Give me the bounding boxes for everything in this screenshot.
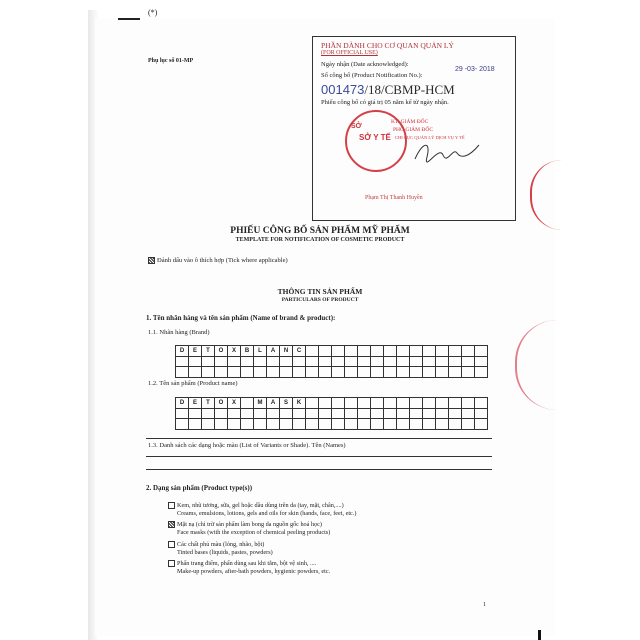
grid-cell (358, 398, 371, 409)
grid-cell: E (189, 346, 202, 357)
grid-cell: K (293, 398, 306, 409)
grid-cell (306, 419, 319, 430)
grid-cell (475, 398, 488, 409)
section-1-heading: 1. Tên nhãn hàng và tên sản phẩm (Name of brand & product): (146, 314, 336, 322)
brand-grid (175, 345, 488, 378)
option-checkbox[interactable] (168, 541, 175, 548)
grid-cell (397, 357, 410, 368)
grid-cell (254, 409, 267, 420)
signature-icon (413, 137, 483, 167)
grid-cell: T (202, 398, 215, 409)
grid-cell (358, 346, 371, 357)
section-title: THÔNG TIN SẢN PHẨM (277, 287, 363, 296)
option-label-en: Creams, emulsions, lotions, gels and oils for skin (hands, face, feet, etc.) (177, 510, 357, 517)
grid-cell (397, 398, 410, 409)
seal-text: SỞ Y TẾ (359, 133, 391, 142)
grid-cell (306, 357, 319, 368)
grid-cell (202, 357, 215, 368)
signer-name: Phạm Thị Thanh Huyền (365, 195, 423, 201)
option-checkbox[interactable] (168, 560, 175, 567)
grid-cell (267, 409, 280, 420)
option-label-vi: Các chất phủ màu (lỏng, nhão, bột) (177, 541, 265, 548)
grid-cell (384, 409, 397, 420)
grid-cell (202, 419, 215, 430)
form-title: PHIẾU CÔNG BỐ SẢN PHẨM MỸ PHẨM (230, 226, 410, 236)
grid-cell (241, 409, 254, 420)
official-box-title: PHẦN DÀNH CHO CƠ QUAN QUẢN LÝ (321, 41, 454, 50)
variants-label: 1.3. Danh sách các dạng hoặc màu (List of Variants or Shade). Tên (Names) (148, 442, 346, 449)
grid-cell (241, 357, 254, 368)
grid-cell (423, 419, 436, 430)
grid-cell (202, 409, 215, 420)
grid-cell (397, 346, 410, 357)
grid-cell (436, 419, 449, 430)
role-line-1: KT. GIÁM ĐỐC (391, 119, 429, 125)
grid-cell: A (267, 346, 280, 357)
grid-cell (449, 357, 462, 368)
grid-cell (449, 409, 462, 420)
grid-cell (345, 409, 358, 420)
grid-cell (371, 398, 384, 409)
grid-cell (384, 419, 397, 430)
grid-cell (462, 419, 475, 430)
notification-number-label: Số công bố (Product Notification No.): (321, 72, 423, 79)
grid-cell: N (280, 346, 293, 357)
product-type-option (168, 521, 330, 537)
grid-cell (332, 398, 345, 409)
grid-cell (475, 346, 488, 357)
grid-cell (423, 367, 436, 378)
grid-cell (449, 367, 462, 378)
grid-cell (228, 357, 241, 368)
grid-cell (410, 398, 423, 409)
grid-cell (371, 419, 384, 430)
edge-mark (538, 630, 541, 640)
grid-cell (254, 367, 267, 378)
product-type-option (168, 560, 330, 576)
grid-cell (410, 419, 423, 430)
grid-cell: T (202, 346, 215, 357)
date-acknowledged-value: 29 -03- 2018 (455, 66, 495, 73)
grid-cell (358, 409, 371, 420)
tick-example-checkbox (148, 257, 155, 264)
grid-cell (371, 346, 384, 357)
grid-cell: E (189, 398, 202, 409)
grid-cell (384, 398, 397, 409)
grid-cell (332, 419, 345, 430)
grid-cell: O (215, 346, 228, 357)
grid-cell (384, 346, 397, 357)
grid-cell (449, 419, 462, 430)
grid-cell (293, 419, 306, 430)
grid-cell (189, 357, 202, 368)
grid-cell (449, 346, 462, 357)
grid-cell (319, 419, 332, 430)
seal-text-top: SỞ (351, 123, 362, 130)
grid-cell (475, 409, 488, 420)
grid-cell (397, 419, 410, 430)
grid-cell: C (293, 346, 306, 357)
option-label-en: Tinted bases (liquids, pastes, powders) (177, 549, 273, 556)
top-mark: (*) (148, 8, 158, 17)
option-label-vi: Kem, nhũ tương, sữa, gel hoặc dầu dùng trên da (tay, mặt, chân,....) (177, 502, 344, 509)
grid-cell: S (280, 398, 293, 409)
grid-cell (410, 346, 423, 357)
section-title-en: PARTICULARS OF PRODUCT (281, 297, 359, 303)
option-checkbox[interactable] (168, 502, 175, 509)
grid-cell (436, 367, 449, 378)
grid-cell (371, 409, 384, 420)
official-box-subtitle: (FOR OFFICIAL USE) (321, 50, 378, 56)
grid-cell (176, 419, 189, 430)
grid-cell: D (176, 398, 189, 409)
grid-cell (423, 346, 436, 357)
grid-cell (345, 346, 358, 357)
grid-cell (176, 409, 189, 420)
grid-cell (319, 398, 332, 409)
answer-line-2 (146, 469, 492, 470)
grid-cell: D (176, 346, 189, 357)
grid-cell (332, 367, 345, 378)
role-line-3: CHI CỤC QUẢN LÝ DỊCH VỤ Y TẾ (395, 135, 465, 140)
form-title-en: TEMPLATE FOR NOTIFICATION OF COSMETIC PRODUCT (235, 237, 405, 243)
grid-cell (215, 409, 228, 420)
grid-cell (371, 357, 384, 368)
grid-cell (293, 409, 306, 420)
grid-cell (228, 367, 241, 378)
grid-cell (215, 367, 228, 378)
grid-cell (280, 367, 293, 378)
grid-cell (306, 367, 319, 378)
grid-cell (189, 419, 202, 430)
grid-cell (410, 367, 423, 378)
grid-cell (358, 357, 371, 368)
grid-cell: L (254, 346, 267, 357)
grid-cell (462, 346, 475, 357)
grid-cell (462, 357, 475, 368)
grid-cell (384, 367, 397, 378)
grid-cell (215, 419, 228, 430)
grid-cell (345, 357, 358, 368)
grid-cell (345, 419, 358, 430)
grid-cell (202, 367, 215, 378)
grid-cell (462, 398, 475, 409)
option-label-en: Face masks (with the exception of chemical peeling products) (177, 529, 331, 536)
grid-cell (241, 398, 254, 409)
tick-note (148, 257, 288, 264)
grid-cell (306, 346, 319, 357)
grid-cell (228, 409, 241, 420)
grid-cell (462, 409, 475, 420)
grid-cell (475, 419, 488, 430)
grid-cell (436, 357, 449, 368)
answer-line-1 (146, 456, 492, 457)
grid-cell (423, 398, 436, 409)
grid-cell (345, 367, 358, 378)
date-acknowledged-label: Ngày nhận (Date acknowledged): (321, 61, 409, 68)
grid-cell (449, 398, 462, 409)
grid-cell (280, 357, 293, 368)
grid-cell (436, 346, 449, 357)
option-label-vi: Mặt nạ (chỉ trừ sản phẩm làm bong da nguồn gốc hoá học) (177, 521, 322, 528)
grid-cell (371, 367, 384, 378)
page-number: 1 (483, 602, 486, 608)
option-label-vi: Phấn trang điểm, phấn dùng sau khi tắm, bột vệ sinh, .... (177, 560, 317, 567)
grid-cell (436, 409, 449, 420)
grid-cell (293, 367, 306, 378)
product-name-label: 1.2. Tên sản phẩm (Product name) (148, 380, 238, 387)
official-use-box (312, 36, 516, 221)
grid-cell (254, 357, 267, 368)
grid-cell: B (241, 346, 254, 357)
brand-label: 1.1. Nhãn hàng (Brand) (148, 329, 210, 336)
grid-cell (410, 357, 423, 368)
grid-cell (475, 367, 488, 378)
grid-cell: M (254, 398, 267, 409)
grid-cell (345, 398, 358, 409)
grid-cell (319, 367, 332, 378)
notification-number-prefix: 001473 (321, 82, 365, 97)
grid-cell (176, 367, 189, 378)
grid-cell (280, 419, 293, 430)
role-line-2: PHÓ GIÁM ĐỐC (393, 127, 434, 133)
grid-cell (358, 367, 371, 378)
grid-cell (397, 409, 410, 420)
divider-line (146, 438, 492, 439)
grid-cell (267, 367, 280, 378)
grid-cell (423, 409, 436, 420)
grid-cell (241, 367, 254, 378)
grid-cell (332, 357, 345, 368)
notification-number (321, 82, 455, 98)
appendix-label: Phụ lục số 01-MP (148, 58, 194, 64)
grid-cell (332, 409, 345, 420)
grid-cell (267, 419, 280, 430)
product-name-grid (175, 397, 488, 430)
grid-cell (228, 419, 241, 430)
grid-cell (384, 357, 397, 368)
grid-cell (462, 367, 475, 378)
grid-cell (436, 398, 449, 409)
product-type-option (168, 502, 356, 518)
grid-cell (267, 357, 280, 368)
grid-cell (241, 419, 254, 430)
grid-cell: X (228, 398, 241, 409)
grid-cell (332, 346, 345, 357)
grid-cell (189, 367, 202, 378)
grid-cell (410, 409, 423, 420)
grid-cell (319, 357, 332, 368)
grid-cell: O (215, 398, 228, 409)
top-dash (118, 18, 140, 20)
grid-cell (306, 398, 319, 409)
validity-note: Phiếu công bố có giá trị 05 năm kể từ ngày nhận. (321, 99, 449, 106)
grid-cell (319, 346, 332, 357)
notification-number-suffix: /18/CBMP-HCM (364, 82, 455, 97)
option-label-en: Make-up powders, after-bath powders, hygienic powders, etc. (177, 568, 331, 575)
grid-cell: A (267, 398, 280, 409)
grid-cell: X (228, 346, 241, 357)
grid-cell (280, 409, 293, 420)
grid-cell (293, 357, 306, 368)
grid-cell (397, 367, 410, 378)
grid-cell (215, 357, 228, 368)
grid-cell (358, 419, 371, 430)
option-checkbox[interactable] (168, 521, 175, 528)
product-type-option (168, 541, 273, 557)
section-2-heading: 2. Dạng sản phẩm (Product type(s)) (146, 484, 253, 492)
grid-cell (189, 409, 202, 420)
grid-cell (254, 419, 267, 430)
grid-cell (176, 357, 189, 368)
grid-cell (423, 357, 436, 368)
grid-cell (306, 409, 319, 420)
grid-cell (319, 409, 332, 420)
tick-note-text: Đánh dấu vào ô thích hợp (Tick where applicable) (157, 257, 288, 264)
grid-cell (475, 357, 488, 368)
